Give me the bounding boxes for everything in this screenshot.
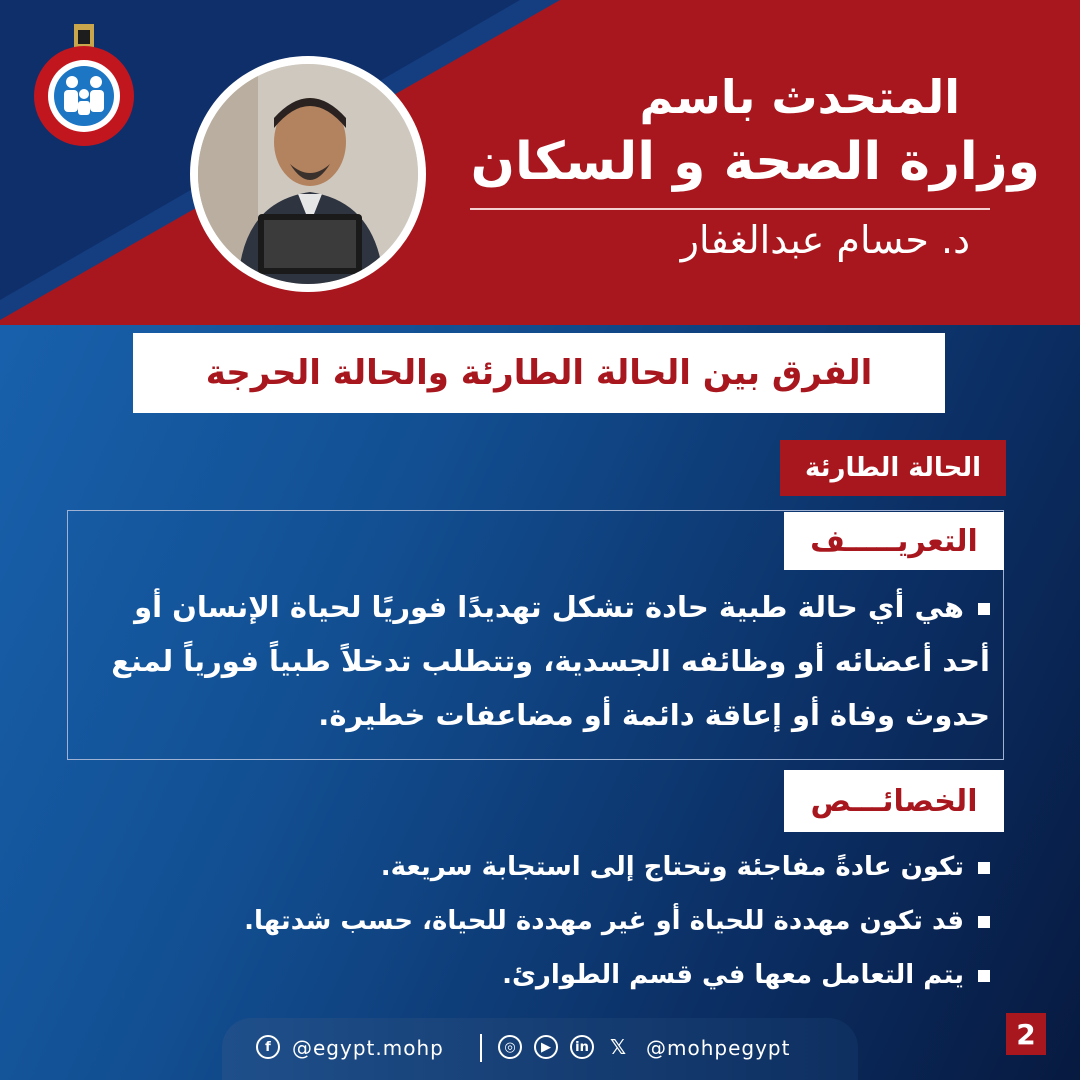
header (0, 0, 1080, 325)
title-line2: وزارة الصحة و السكان (470, 132, 1040, 192)
speaker-photo (190, 56, 426, 292)
x-icon[interactable]: 𝕏 (609, 1035, 627, 1059)
bullet-square-icon (978, 603, 990, 615)
speaker-name: د. حسام عبدالغفار (680, 218, 970, 262)
list-item (200, 840, 990, 894)
list-item (200, 948, 990, 1002)
social-handle[interactable]: @mohpegypt (646, 1036, 791, 1060)
facebook-icon[interactable]: f (256, 1035, 280, 1059)
definition-paragraph: هي أي حالة طبية حادة تشكل تهديدًا فوريًا لحياة الإنسان أو أحد أعضائه أو وظائفه الجسدية، وتتطلب تدخلاً طبياً فورياً لمنع حدوث وفاة أو إعاقة دائمة أو مضاعفات خطيرة. (111, 590, 990, 732)
youtube-icon[interactable]: ▶ (534, 1035, 558, 1059)
bullet-square-icon (978, 916, 990, 928)
linkedin-icon[interactable]: in (570, 1035, 594, 1059)
topic-title: الفرق بين الحالة الطارئة والحالة الحرجة (205, 353, 873, 393)
bullet-square-icon (978, 862, 990, 874)
title-line1: المتحدث باسم (639, 70, 960, 124)
topic-banner (133, 333, 945, 413)
feature-text: يتم التعامل معها في قسم الطوارئ. (502, 960, 964, 990)
page-number: 2 (1006, 1013, 1046, 1055)
feature-text: تكون عادةً مفاجئة وتحتاج إلى استجابة سريعة. (380, 852, 964, 882)
feature-text: قد تكون مهددة للحياة أو غير مهددة للحياة، حسب شدتها. (244, 906, 964, 936)
features-tab: الخصائـــص (784, 770, 1004, 832)
definition-text (80, 580, 990, 742)
section-tag: الحالة الطارئة (780, 440, 1006, 496)
list-item (200, 894, 990, 948)
facebook-handle[interactable]: @egypt.mohp (292, 1036, 444, 1060)
social-footer (222, 1018, 858, 1080)
definition-tab: التعريـــــف (784, 512, 1004, 570)
bullet-square-icon (978, 970, 990, 982)
ministry-logo (28, 24, 140, 146)
features-list (200, 840, 990, 1002)
instagram-icon[interactable]: ◎ (498, 1035, 522, 1059)
footer-divider (480, 1034, 482, 1062)
title-divider (470, 208, 990, 210)
